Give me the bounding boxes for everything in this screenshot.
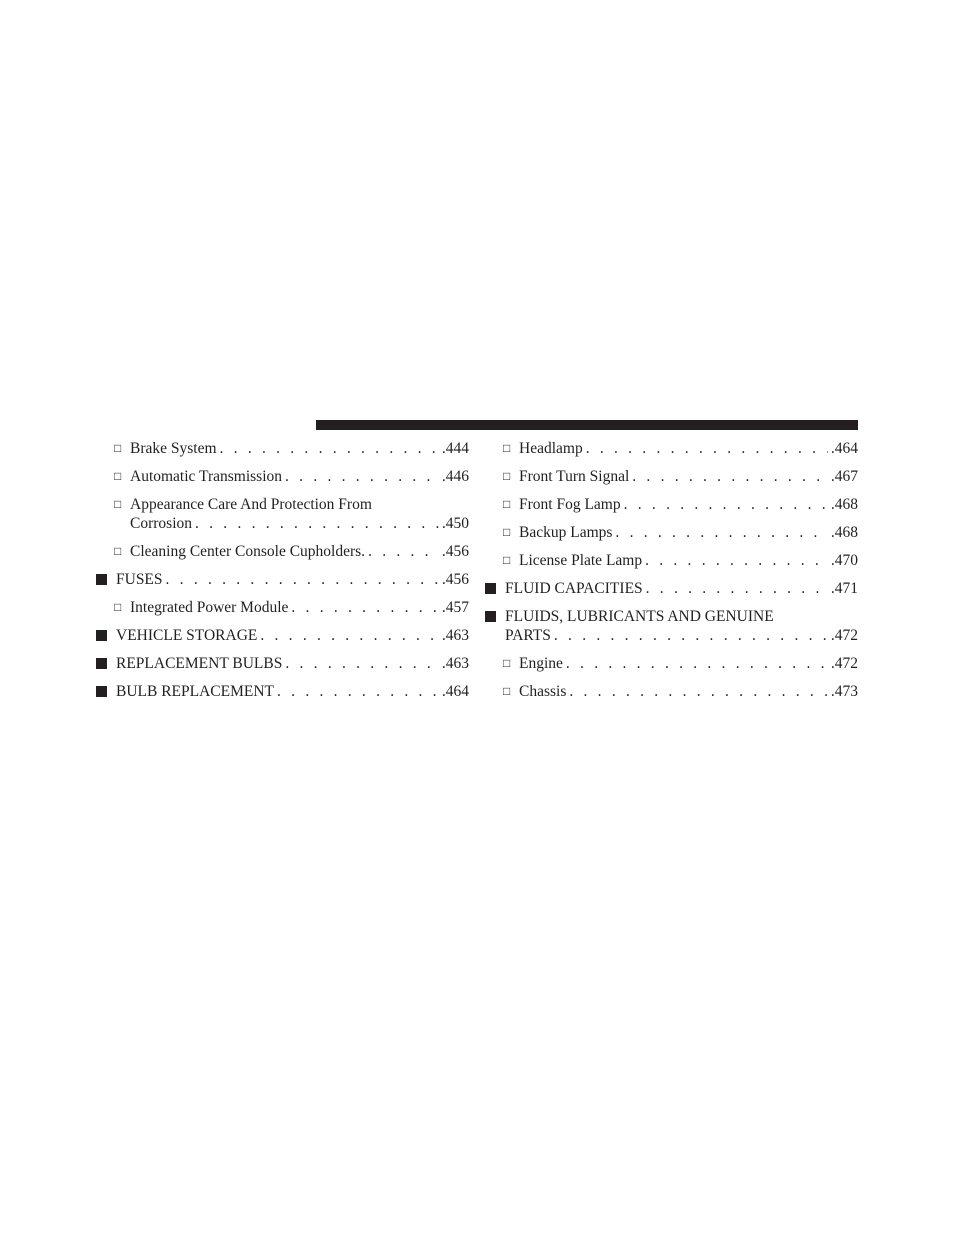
toc-entry-title: VEHICLE STORAGE — [116, 627, 258, 644]
toc-entry-title: Automatic Transmission — [130, 468, 283, 485]
dot-leader — [285, 654, 439, 673]
toc-entry-backup-lamps[interactable] — [484, 520, 858, 548]
dot-leader — [285, 467, 439, 486]
dot-leader — [166, 570, 439, 589]
toc-entry-page: .473 — [830, 683, 858, 700]
toc-entry-fluid-capacities[interactable] — [484, 576, 858, 604]
toc-entry-page: .444 — [441, 440, 469, 457]
hollow-square-icon: □ — [503, 497, 511, 511]
hollow-square-icon: □ — [503, 684, 511, 698]
toc-entry-title: Engine — [519, 655, 563, 672]
section-header-bar — [316, 420, 858, 430]
toc-entry-title: REPLACEMENT BULBS — [116, 655, 283, 672]
toc-entry-page: .457 — [441, 599, 469, 616]
hollow-square-icon: □ — [114, 600, 122, 614]
toc-entry-brake-system[interactable] — [95, 436, 469, 464]
toc-entry-chassis[interactable] — [484, 679, 858, 707]
toc-entry-page: .456 — [441, 543, 469, 560]
toc-entry-vehicle-storage[interactable] — [95, 623, 469, 651]
toc-entry-headlamp[interactable] — [484, 436, 858, 464]
toc-entry-title: FLUID CAPACITIES — [505, 580, 643, 597]
hollow-square-icon: □ — [114, 441, 122, 455]
toc-entry-title: Headlamp — [519, 440, 583, 457]
toc-entry-page: .464 — [441, 683, 469, 700]
toc-entry-title: Brake System — [130, 440, 217, 457]
dot-leader — [624, 495, 828, 514]
toc-entry-fuses[interactable] — [95, 567, 469, 595]
dot-leader — [368, 542, 439, 561]
toc-entry-front-fog-lamp[interactable] — [484, 492, 858, 520]
toc-entry-title-line1: Appearance Care And Protection From — [130, 496, 372, 513]
dot-leader — [260, 626, 439, 645]
toc-entry-page: .470 — [830, 552, 858, 569]
hollow-square-icon: □ — [503, 441, 511, 455]
dot-leader — [566, 654, 828, 673]
toc-entry-title: Corrosion — [130, 515, 192, 532]
toc-entry-page: .471 — [830, 580, 858, 597]
toc-entry-title: Chassis — [519, 683, 567, 700]
toc-entry-engine[interactable] — [484, 651, 858, 679]
toc-entry-page: .468 — [830, 524, 858, 541]
toc-entry-title: Cleaning Center Console Cupholders. — [130, 543, 366, 560]
toc-entry-title-line1: FLUIDS, LUBRICANTS AND GENUINE — [505, 608, 774, 625]
toc-entry-title: Backup Lamps — [519, 524, 613, 541]
dot-leader — [291, 598, 438, 617]
toc-entry-page: .467 — [830, 468, 858, 485]
hollow-square-icon: □ — [503, 553, 511, 567]
toc-entry-cleaning-cupholders[interactable] — [95, 539, 469, 567]
toc-entry-title: License Plate Lamp — [519, 552, 643, 569]
toc-entry-page: .450 — [441, 515, 469, 532]
dot-leader — [615, 523, 827, 542]
toc-entry-page: .463 — [441, 627, 469, 644]
hollow-square-icon: □ — [114, 497, 122, 511]
toc-entry-page: .463 — [441, 655, 469, 672]
hollow-square-icon: □ — [114, 544, 122, 558]
toc-entry-title: FUSES — [116, 571, 163, 588]
dot-leader — [586, 439, 828, 458]
dot-leader — [646, 579, 828, 598]
dot-leader — [569, 682, 828, 701]
toc-entry-title: BULB REPLACEMENT — [116, 683, 275, 700]
toc-entry-appearance-care[interactable] — [95, 492, 469, 539]
toc-entry-bulb-replacement[interactable] — [95, 679, 469, 707]
toc-entry-integrated-power-module[interactable] — [95, 595, 469, 623]
hollow-square-icon: □ — [114, 469, 122, 483]
dot-leader — [645, 551, 828, 570]
dot-leader — [277, 682, 439, 701]
hollow-square-icon: □ — [503, 656, 511, 670]
dot-leader — [195, 514, 439, 533]
toc-entry-page: .472 — [830, 655, 858, 672]
toc-entry-front-turn-signal[interactable] — [484, 464, 858, 492]
dot-leader — [632, 467, 828, 486]
toc-entry-page: .446 — [441, 468, 469, 485]
toc-left-column — [95, 436, 469, 707]
toc-entry-title: Integrated Power Module — [130, 599, 289, 616]
toc-entry-replacement-bulbs[interactable] — [95, 651, 469, 679]
toc-entry-automatic-transmission[interactable] — [95, 464, 469, 492]
toc-entry-title: Front Turn Signal — [519, 468, 630, 485]
hollow-square-icon: □ — [503, 469, 511, 483]
dot-leader — [554, 626, 828, 645]
hollow-square-icon: □ — [503, 525, 511, 539]
toc-entry-page: .472 — [830, 627, 858, 644]
dot-leader — [220, 439, 439, 458]
toc-entry-title: PARTS — [505, 627, 551, 644]
toc-entry-fluids-lubricants[interactable] — [484, 604, 858, 651]
toc-entry-title: Front Fog Lamp — [519, 496, 621, 513]
toc-entry-license-plate-lamp[interactable] — [484, 548, 858, 576]
toc-entry-page: .456 — [441, 571, 469, 588]
toc-entry-page: .464 — [830, 440, 858, 457]
toc-entry-page: .468 — [830, 496, 858, 513]
toc-right-column — [484, 436, 858, 707]
